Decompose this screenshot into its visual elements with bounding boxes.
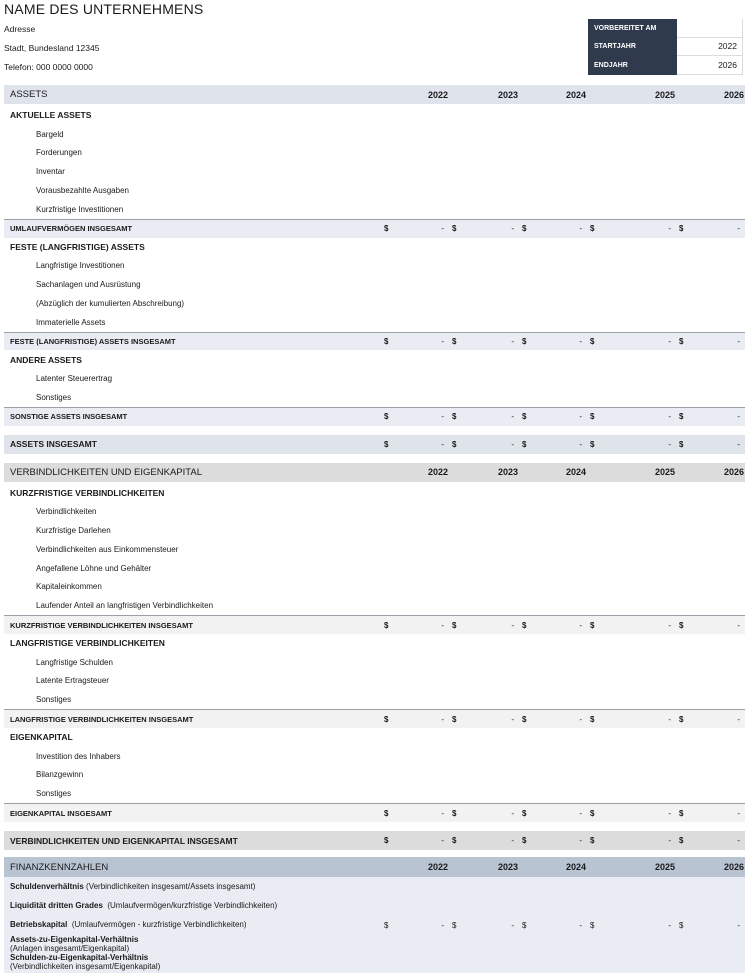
subtotal-row-label: EIGENKAPITAL INSGESAMT xyxy=(10,808,112,818)
total-value-cell[interactable]: - xyxy=(511,439,514,449)
grand-total-liabilities xyxy=(4,831,745,850)
line-item-label: Langfristige Schulden xyxy=(36,657,113,667)
meta-value-end[interactable]: 2026 xyxy=(677,56,743,75)
line-item xyxy=(4,256,745,275)
currency-symbol: $ xyxy=(452,920,457,930)
ratio-row xyxy=(10,901,277,910)
line-item-label: Kurzfristige Investitionen xyxy=(36,204,124,214)
grand-total-assets xyxy=(4,435,745,454)
subtotal-row-label: UMLAUFVERMÖGEN INSGESAMT xyxy=(10,224,133,234)
currency-symbol: $ xyxy=(522,224,527,234)
ratio-value-cell[interactable]: - xyxy=(668,920,671,930)
year-header: 2024 xyxy=(565,862,586,872)
currency-symbol: $ xyxy=(452,836,457,845)
total-value-cell[interactable]: - xyxy=(441,412,444,422)
subsection-title xyxy=(4,350,745,369)
ratio-name: Schuldenverhältnis xyxy=(10,882,84,891)
subtotal-row xyxy=(4,803,745,822)
total-value-cell[interactable]: - xyxy=(737,808,740,818)
total-value-cell[interactable]: - xyxy=(737,412,740,422)
company-city: Stadt, Bundesland 12345 xyxy=(4,43,100,53)
total-value-cell[interactable]: - xyxy=(441,620,444,630)
currency-symbol: $ xyxy=(452,412,457,422)
total-value-cell[interactable]: - xyxy=(511,224,514,234)
ratio-formula: (Verbindlichkeiten insgesamt/Assets insgesamt) xyxy=(86,882,256,891)
subsection-title xyxy=(4,728,745,747)
total-value-cell[interactable]: - xyxy=(668,224,671,234)
ratio-formula: (Umlaufvermögen - kurzfristige Verbindlichkeiten) xyxy=(71,920,247,929)
total-value-cell[interactable]: - xyxy=(737,336,740,346)
currency-symbol: $ xyxy=(679,808,684,818)
total-value-cell[interactable]: - xyxy=(441,836,444,845)
currency-symbol: $ xyxy=(522,336,527,346)
currency-symbol: $ xyxy=(522,836,527,845)
ratio-name: Betriebskapital xyxy=(10,920,68,929)
line-item xyxy=(4,162,745,181)
line-item xyxy=(4,313,745,332)
subsection-title-label: FESTE (LANGFRISTIGE) ASSETS xyxy=(10,241,145,252)
line-item-label: Sonstiges xyxy=(36,789,72,799)
total-value-cell[interactable]: - xyxy=(511,808,514,818)
subtotal-row-label: SONSTIGE ASSETS INSGESAMT xyxy=(10,412,128,422)
meta-label: VORBEREITET AM xyxy=(588,19,677,38)
ratio-value-cell[interactable]: - xyxy=(737,920,740,930)
line-item xyxy=(4,653,745,672)
meta-value-start[interactable]: 2022 xyxy=(677,38,743,57)
line-item-label: Laufender Anteil an langfristigen Verbindlichkeiten xyxy=(36,601,214,611)
currency-symbol: $ xyxy=(384,412,389,422)
year-header: 2023 xyxy=(497,89,518,100)
currency-symbol: $ xyxy=(679,714,684,724)
currency-symbol: $ xyxy=(522,920,527,930)
subsection-title xyxy=(4,238,745,257)
subsection-title xyxy=(4,484,745,503)
line-item xyxy=(4,559,745,578)
line-item-label: Sonstiges xyxy=(36,695,72,705)
line-item-label: Sonstiges xyxy=(36,392,72,402)
total-value-cell[interactable]: - xyxy=(579,620,582,630)
year-header: 2025 xyxy=(654,467,675,478)
subsection-title xyxy=(4,634,745,653)
currency-symbol: $ xyxy=(452,439,457,449)
total-value-cell[interactable]: - xyxy=(737,714,740,724)
total-value-cell[interactable]: - xyxy=(668,808,671,818)
ratio-name: Liquidität dritten Grades xyxy=(10,901,103,910)
line-item-label: Langfristige Investitionen xyxy=(36,261,125,271)
currency-symbol: $ xyxy=(590,836,595,845)
ratio-name: Assets-zu-Eigenkapital-Verhältnis xyxy=(10,935,139,944)
subsection-title-label: AKTUELLE ASSETS xyxy=(10,110,92,121)
ratio-row xyxy=(10,920,247,929)
subtotal-row-label: KURZFRISTIGE VERBINDLICHKEITEN INSGESAMT xyxy=(10,620,193,630)
ratio-row xyxy=(10,882,255,891)
meta-label: ENDJAHR xyxy=(588,56,677,75)
total-value-cell[interactable]: - xyxy=(579,714,582,724)
line-item xyxy=(4,747,745,766)
company-name: NAME DES UNTERNEHMENS xyxy=(4,1,204,17)
currency-symbol: $ xyxy=(590,412,595,422)
ratio-row xyxy=(10,935,138,953)
line-item-label: Vorausbezahlte Ausgaben xyxy=(36,186,129,196)
currency-symbol: $ xyxy=(452,714,457,724)
total-value-cell[interactable]: - xyxy=(579,439,582,449)
currency-symbol: $ xyxy=(452,336,457,346)
currency-symbol: $ xyxy=(522,808,527,818)
line-item xyxy=(4,578,745,597)
ratio-formula: (Verbindlichkeiten insgesamt/Eigenkapital) xyxy=(10,962,161,971)
company-phone: Telefon: 000 0000 0000 xyxy=(4,62,93,72)
line-item-label: Sachanlagen und Ausrüstung xyxy=(36,280,141,290)
currency-symbol: $ xyxy=(679,412,684,422)
year-header: 2022 xyxy=(427,467,448,478)
currency-symbol: $ xyxy=(384,336,389,346)
line-item xyxy=(4,181,745,200)
total-value-cell[interactable]: - xyxy=(441,808,444,818)
currency-symbol: $ xyxy=(384,439,389,449)
subtotal-row xyxy=(4,615,745,634)
currency-symbol: $ xyxy=(384,714,389,724)
line-item-label: Kurzfristige Darlehen xyxy=(36,526,111,536)
line-item xyxy=(4,596,745,615)
currency-symbol: $ xyxy=(679,620,684,630)
total-value-cell[interactable]: - xyxy=(737,836,740,845)
ratio-value-cell[interactable]: - xyxy=(511,920,514,930)
ratio-formula: (Anlagen insgesamt/Eigenkapital) xyxy=(10,944,130,953)
year-header: 2024 xyxy=(565,467,586,478)
total-value-cell[interactable]: - xyxy=(441,224,444,234)
section-header-assets-label: ASSETS xyxy=(10,89,48,100)
total-value-cell[interactable]: - xyxy=(579,412,582,422)
total-value-cell[interactable]: - xyxy=(668,620,671,630)
line-item xyxy=(4,125,745,144)
total-value-cell[interactable]: - xyxy=(579,836,582,845)
section-header-ratios-label: FINANZKENNZAHLEN xyxy=(10,861,109,873)
total-value-cell[interactable]: - xyxy=(737,224,740,234)
subtotal-row xyxy=(4,219,745,238)
currency-symbol: $ xyxy=(679,836,684,845)
section-header-assets xyxy=(4,85,745,104)
currency-symbol: $ xyxy=(522,412,527,422)
line-item-label: Inventar xyxy=(36,167,65,177)
currency-symbol: $ xyxy=(590,808,595,818)
currency-symbol: $ xyxy=(522,714,527,724)
section-header-liabilities xyxy=(4,463,745,482)
currency-symbol: $ xyxy=(590,620,595,630)
total-value-cell[interactable]: - xyxy=(441,714,444,724)
total-value-cell[interactable]: - xyxy=(668,836,671,845)
line-item xyxy=(4,144,745,163)
currency-symbol: $ xyxy=(452,224,457,234)
currency-symbol: $ xyxy=(384,808,389,818)
line-item xyxy=(4,388,745,407)
line-item-label: Angefallene Löhne und Gehälter xyxy=(36,563,152,573)
line-item xyxy=(4,275,745,294)
line-item xyxy=(4,521,745,540)
currency-symbol: $ xyxy=(522,620,527,630)
subtotal-row-label: LANGFRISTIGE VERBINDLICHKEITEN INSGESAMT xyxy=(10,714,194,724)
line-item-label: Latente Ertragsteuer xyxy=(36,676,109,686)
subsection-title-label: LANGFRISTIGE VERBINDLICHKEITEN xyxy=(10,638,165,649)
total-value-cell[interactable]: - xyxy=(668,439,671,449)
total-value-cell[interactable]: - xyxy=(511,836,514,845)
total-value-cell[interactable]: - xyxy=(668,412,671,422)
subsection-title-label: ANDERE ASSETS xyxy=(10,354,82,365)
year-header: 2025 xyxy=(654,862,675,872)
section-header-ratios xyxy=(4,857,745,877)
total-value-cell[interactable]: - xyxy=(441,336,444,346)
currency-symbol: $ xyxy=(384,620,389,630)
currency-symbol: $ xyxy=(679,439,684,449)
total-value-cell[interactable]: - xyxy=(511,620,514,630)
line-item-label: Verbindlichkeiten xyxy=(36,507,97,517)
line-item-label: Immaterielle Assets xyxy=(36,317,106,327)
section-header-liabilities-label: VERBINDLICHKEITEN UND EIGENKAPITAL xyxy=(10,466,202,478)
currency-symbol: $ xyxy=(590,224,595,234)
balance-sheet xyxy=(4,0,745,975)
subsection-title xyxy=(4,106,745,125)
total-value-cell[interactable]: - xyxy=(441,439,444,449)
line-item xyxy=(4,502,745,521)
subsection-title-label: EIGENKAPITAL xyxy=(10,732,73,743)
total-value-cell[interactable]: - xyxy=(668,336,671,346)
currency-symbol: $ xyxy=(590,714,595,724)
line-item xyxy=(4,784,745,803)
subtotal-row xyxy=(4,332,745,351)
grand-total-assets-label: ASSETS INSGESAMT xyxy=(10,439,97,450)
line-item xyxy=(4,766,745,785)
grand-total-liabilities-label: VERBINDLICHKEITEN UND EIGENKAPITAL INSGESAMT xyxy=(10,835,238,846)
currency-symbol: $ xyxy=(384,920,389,930)
year-header: 2026 xyxy=(723,467,744,478)
meta-label: STARTJAHR xyxy=(588,38,677,57)
total-value-cell[interactable]: - xyxy=(511,714,514,724)
line-item xyxy=(4,369,745,388)
year-header: 2024 xyxy=(565,89,586,100)
total-value-cell[interactable]: - xyxy=(579,224,582,234)
ratio-value-cell[interactable]: - xyxy=(579,920,582,930)
total-value-cell[interactable]: - xyxy=(511,412,514,422)
currency-symbol: $ xyxy=(679,336,684,346)
line-item xyxy=(4,672,745,691)
total-value-cell[interactable]: - xyxy=(579,808,582,818)
year-header: 2026 xyxy=(723,862,744,872)
year-header: 2023 xyxy=(497,467,518,478)
ratio-name: Schulden-zu-Eigenkapital-Verhältnis xyxy=(10,953,149,962)
currency-symbol: $ xyxy=(384,224,389,234)
line-item-label: Latenter Steuerertrag xyxy=(36,374,113,384)
line-item xyxy=(4,294,745,313)
ratio-row xyxy=(10,953,160,971)
ratio-formula: (Umlaufvermögen/kurzfristige Verbindlichkeiten) xyxy=(107,901,278,910)
year-header: 2026 xyxy=(723,89,744,100)
total-value-cell[interactable]: - xyxy=(668,714,671,724)
line-item-label: Investition des Inhabers xyxy=(36,751,121,761)
currency-symbol: $ xyxy=(384,836,389,845)
line-item xyxy=(4,540,745,559)
line-item xyxy=(4,690,745,709)
line-item-label: Kapitaleinkommen xyxy=(36,582,102,592)
year-header: 2022 xyxy=(427,862,448,872)
currency-symbol: $ xyxy=(679,920,684,930)
subtotal-row xyxy=(4,407,745,426)
currency-symbol: $ xyxy=(679,224,684,234)
year-header: 2025 xyxy=(654,89,675,100)
total-value-cell[interactable]: - xyxy=(579,336,582,346)
line-item xyxy=(4,200,745,219)
line-item-label: Verbindlichkeiten aus Einkommensteuer xyxy=(36,544,179,554)
total-value-cell[interactable]: - xyxy=(737,620,740,630)
total-value-cell[interactable]: - xyxy=(737,439,740,449)
currency-symbol: $ xyxy=(452,620,457,630)
currency-symbol: $ xyxy=(590,336,595,346)
subtotal-row-label: FESTE (LANGFRISTIGE) ASSETS INSGESAMT xyxy=(10,336,176,346)
currency-symbol: $ xyxy=(452,808,457,818)
year-header: 2022 xyxy=(427,89,448,100)
year-header: 2023 xyxy=(497,862,518,872)
currency-symbol: $ xyxy=(590,439,595,449)
line-item-label: Bilanzgewinn xyxy=(36,770,84,780)
company-address: Adresse xyxy=(4,24,36,34)
subsection-title-label: KURZFRISTIGE VERBINDLICHKEITEN xyxy=(10,487,165,498)
subtotal-row xyxy=(4,709,745,728)
line-item-label: (Abzüglich der kumulierten Abschreibung) xyxy=(36,298,185,308)
ratio-value-cell[interactable]: - xyxy=(441,920,444,930)
total-value-cell[interactable]: - xyxy=(511,336,514,346)
currency-symbol: $ xyxy=(590,920,595,930)
currency-symbol: $ xyxy=(522,439,527,449)
line-item-label: Forderungen xyxy=(36,148,82,158)
line-item-label: Bargeld xyxy=(36,129,64,139)
